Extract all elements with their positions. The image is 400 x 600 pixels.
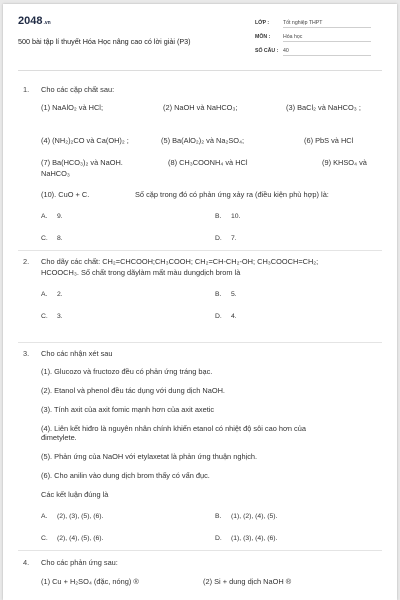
option-text: (1), (2), (4), (5). [231, 513, 278, 520]
question-stem: Cho dãy các chất: CH₂=CHCOOH;CH₃COOH; CH₂=CH-CH₂-OH; CH₃COOCH=CH₂; [41, 257, 319, 266]
pair-item: (7) Ba(HCO₃)₂ và NaOH. [41, 158, 123, 167]
question-number: 1. [23, 85, 30, 94]
reaction-item: (2) Si + dung dịch NaOH ® [203, 577, 292, 586]
option-letter: D. [215, 235, 222, 242]
meta-mon-value: Hóa học [283, 34, 371, 42]
option-letter: B. [215, 291, 222, 298]
meta-socau [255, 48, 375, 56]
option-text: 2. [57, 291, 63, 298]
option-text: 10. [231, 213, 241, 220]
option-letter: A. [41, 291, 48, 298]
logo-suffix: .vn [43, 20, 51, 26]
pair-item: (2) NaOH và NaHCO₃; [163, 103, 238, 112]
option-text: 7. [231, 235, 237, 242]
question-prompt: Số cặp trong đó có phản ứng xảy ra (điều kiện phù hợp) là: [135, 190, 329, 199]
option-a[interactable] [41, 289, 63, 300]
question-prompt: Các kết luận đúng là [41, 490, 109, 499]
option-letter: B. [215, 513, 222, 520]
meta-socau-value: 40 [283, 48, 371, 56]
reaction-item: (1) Cu + H₂SO₄ (đặc, nóng) ® [41, 577, 139, 586]
question-2 [23, 256, 385, 336]
meta-lop-value: Tốt nghiệp THPT [283, 20, 371, 28]
option-text: 9. [57, 213, 63, 220]
option-a[interactable] [41, 511, 103, 522]
statement-item: (5). Phản ứng của NaOH với etylaxetat là phản ứng thuận nghịch. [41, 452, 258, 461]
meta-lop-label: LỚP : [255, 20, 270, 26]
question-stem: Cho các cặp chất sau: [41, 85, 115, 94]
question-number: 3. [23, 349, 30, 358]
option-text: 4. [231, 313, 237, 320]
meta-mon [255, 34, 375, 42]
pair-item: (1) NaAlO₂ và HCl; [41, 103, 104, 112]
statement-item-cont: đimetylete. [41, 433, 77, 442]
statement-item: (1). Glucozo và fructozo đều có phản ứng tráng bạc. [41, 367, 213, 376]
option-letter: D. [215, 535, 222, 542]
statement-item: (2). Etanol và phenol đều tác dụng với dung dịch NaOH. [41, 386, 225, 395]
statement-item: (3). Tính axit của axit fomic mạnh hơn của axit axetic [41, 405, 215, 414]
pair-item: (10). CuO + C. [41, 190, 90, 199]
option-c[interactable] [41, 233, 63, 244]
meta-mon-label: MÔN : [255, 34, 271, 40]
question-stem: Cho các phản ứng sau: [41, 558, 118, 567]
option-d[interactable] [215, 533, 277, 544]
site-logo[interactable] [18, 15, 51, 27]
option-b[interactable] [215, 289, 237, 300]
meta-lop [255, 20, 375, 28]
option-text: (2), (3), (5), (6). [57, 513, 104, 520]
option-letter: C. [41, 535, 48, 542]
option-letter: C. [41, 235, 48, 242]
option-d[interactable] [215, 311, 237, 322]
question-3 [23, 348, 385, 548]
option-letter: C. [41, 313, 48, 320]
question-divider [18, 342, 382, 343]
option-letter: A. [41, 213, 48, 220]
option-d[interactable] [215, 233, 237, 244]
header-divider [18, 70, 382, 71]
question-4 [23, 557, 385, 597]
pair-item: (5) Ba(AlO₂)₂ và Na₂SO₄; [161, 136, 245, 145]
question-1 [23, 84, 385, 242]
logo-text: 2048 [18, 15, 43, 27]
pair-item: (4) (NH₂)₂CO và Ca(OH)₂ ; [41, 136, 129, 145]
option-b[interactable] [215, 211, 240, 222]
question-divider [18, 250, 382, 251]
option-text: (2), (4), (5), (6). [57, 535, 104, 542]
option-c[interactable] [41, 533, 103, 544]
question-number: 4. [23, 558, 30, 567]
question-stem: Cho các nhận xét sau [41, 349, 113, 358]
option-text: (1), (3), (4), (6). [231, 535, 278, 542]
option-c[interactable] [41, 311, 63, 322]
pair-item: (9) KHSO₄ và [322, 158, 367, 167]
document-page [3, 4, 397, 600]
document-title: 500 bài tập lí thuyết Hóa Học nâng cao có lời giải (P3) [18, 37, 191, 46]
option-text: 8. [57, 235, 63, 242]
option-text: 5. [231, 291, 237, 298]
pair-item: (6) PbS và HCl [304, 136, 354, 145]
pair-item: NaHCO₃ [41, 169, 70, 178]
option-text: 3. [57, 313, 63, 320]
question-number: 2. [23, 257, 30, 266]
option-b[interactable] [215, 511, 277, 522]
option-letter: B. [215, 213, 222, 220]
statement-item: (6). Cho anilin vào dung dịch brom thấy có vẩn đục. [41, 471, 210, 480]
question-stem-cont: HCOOCH₃. Số chất trong dãylàm mất màu dungdịch brom là [41, 268, 241, 277]
statement-item: (4). Liên kết hiđro là nguyên nhân chính khiến etanol có nhiệt độ sôi cao hơn của [41, 424, 306, 433]
question-divider [18, 550, 382, 551]
option-a[interactable] [41, 211, 63, 222]
option-letter: A. [41, 513, 48, 520]
meta-socau-label: SỐ CÂU : [255, 48, 279, 54]
option-letter: D. [215, 313, 222, 320]
pair-item: (8) CH₃COONH₄ và HCl [168, 158, 248, 167]
pair-item: (3) BaCl₂ và NaHCO₃ ; [286, 103, 361, 112]
document-header [3, 4, 397, 74]
